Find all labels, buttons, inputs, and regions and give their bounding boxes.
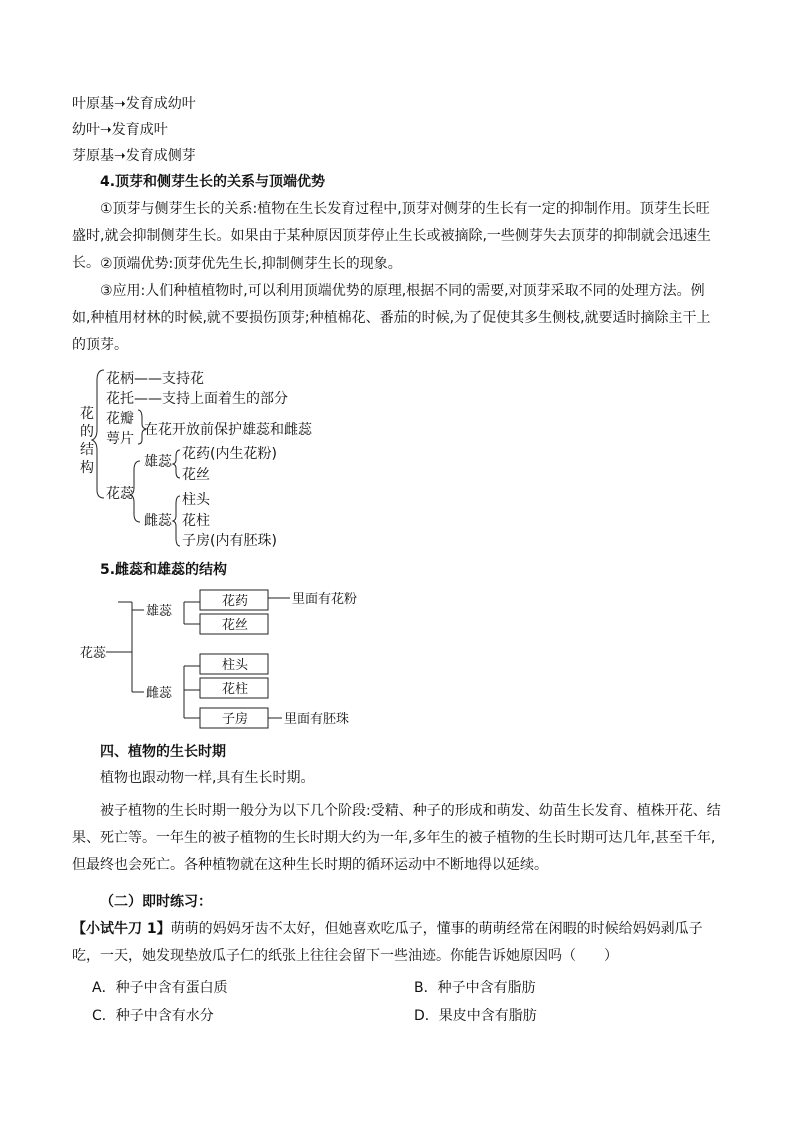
intro-line-3: 芽原基➝发育成侧芽 [72, 148, 196, 164]
stamen-zifang: 子房 [222, 712, 249, 727]
flower-zhutou: 柱头 [182, 492, 210, 508]
section-four-paragraph-1: 植物也跟动物一样,具有生长时期。 [100, 770, 315, 786]
flower-root-char-3: 结 [80, 442, 94, 458]
flower-epian: 萼片 [106, 431, 134, 447]
stamen-huasi: 花丝 [222, 618, 249, 633]
stamen-huayao: 花药 [222, 594, 249, 609]
option-b[interactable]: B．种子中含有脂肪 [414, 980, 536, 996]
flower-root-char-1: 花 [80, 406, 94, 422]
stamen-zhutou: 柱头 [222, 658, 249, 673]
stamen-root: 花蕊 [80, 646, 107, 661]
section-4-paragraph-3: ③应用:人们种植植物时,可以利用顶端优势的原理,根据不同的需要,对顶芽采取不同的处理方法。例如,种植用材林的时候,就不要损伤顶芽;种植棉花、番茄的时候,为了促使其多生侧枝,就要适时摘除主干上的顶芽。 [72, 283, 711, 353]
intro-line-2: 幼叶➝发育成叶 [72, 122, 168, 138]
section-4-heading: 4.顶芽和侧芽生长的关系与顶端优势 [100, 174, 326, 190]
practice-question [72, 916, 722, 970]
stamen-pistil-diagram [72, 584, 392, 736]
flower-structure-diagram [72, 362, 372, 554]
option-c[interactable]: C．种子中含有水分 [92, 1008, 214, 1024]
practice-heading: （二）即时练习： [100, 894, 212, 910]
practice-question-text: 萌萌的妈妈牙齿不太好，但她喜欢吃瓜子，懂事的萌萌经常在闲暇的时候给妈妈剥瓜子吃，一天，她发现垫放瓜子仁的纸张上往往会留下一些油迹。你能告诉她原因吗（ ） [72, 921, 703, 964]
flower-cirui: 雌蕊 [144, 513, 172, 529]
flower-xiongrui-brace [173, 450, 180, 478]
flower-huaban: 花瓣 [106, 411, 134, 427]
stamen-xiongrui: 雄蕊 [146, 604, 173, 619]
stamen-note-pollen: 里面有花粉 [292, 592, 358, 607]
flower-huazhu: 花柱 [182, 513, 210, 529]
section-four-paragraph-2: 被子植物的生长时期一般分为以下几个阶段:受精、种子的形成和萌发、幼苗生长发育、植株开花、结果、死亡等。一年生的被子植物的生长时期大约为一年,多年生的被子植物的生长时期可达几年,甚至千年,但最终也会死亡。各种植物就在这种生长时期的循环运动中不断地得以延续。 [72, 803, 721, 873]
flower-xiongrui: 雄蕊 [144, 454, 172, 470]
section-4-paragraph-1: ①顶芽与侧芽生长的关系:植物在生长发育过程中,顶芽对侧芽的生长有一定的抑制作用。顶芽生长旺盛时,就会抑制侧芽生长。如果由于某种原因顶芽停止生长或被摘除,一些侧芽失去顶芽的抑制就会迅速生长。 [72, 201, 711, 271]
flower-cirui-brace [173, 496, 180, 546]
intro-line-1: 叶原基➝发育成幼叶 [72, 96, 196, 112]
option-d[interactable]: D．果皮中含有脂肪 [414, 1008, 537, 1024]
section-5-heading: 5.雌蕊和雄蕊的结构 [100, 562, 228, 578]
flower-root-char-2: 的 [80, 424, 94, 440]
stamen-huazhu: 花柱 [222, 682, 249, 697]
flower-zifang: 子房(内有胚珠) [182, 533, 277, 549]
section-4-paragraph-2: ②顶端优势:顶芽优先生长,抑制侧芽生长的现象。 [100, 256, 402, 272]
flower-huarui: 花蕊 [106, 486, 134, 502]
flower-root-char-4: 构 [80, 460, 94, 476]
stamen-cirui: 雌蕊 [146, 686, 173, 701]
section-four-heading: 四、植物的生长时期 [100, 744, 226, 760]
flower-huatuo: 花托——支持上面着生的部分 [106, 391, 288, 407]
flower-huayao: 花药(内生花粉) [182, 446, 277, 462]
flower-protect-note: 在花开放前保护雄蕊和雌蕊 [144, 422, 312, 438]
option-a[interactable]: A．种子中含有蛋白质 [92, 980, 228, 996]
practice-tag: 【小试牛刀 1】 [72, 921, 171, 937]
flower-huasi: 花丝 [182, 467, 210, 483]
flower-huabing: 花柄——支持花 [106, 371, 204, 387]
stamen-note-ovule: 里面有胚珠 [284, 712, 350, 727]
